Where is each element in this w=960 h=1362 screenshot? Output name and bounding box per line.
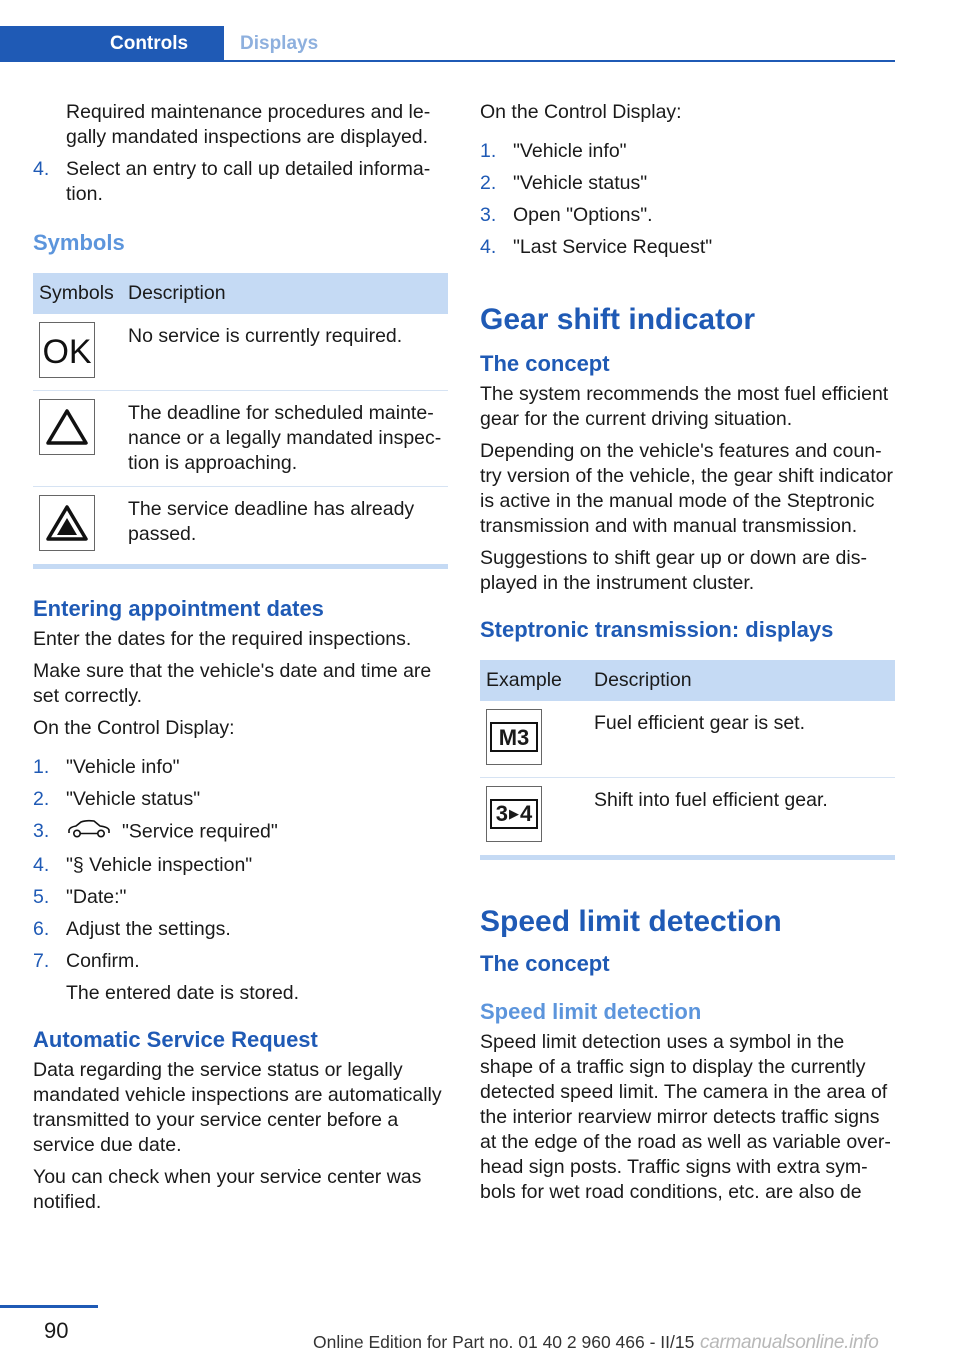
row-description: No service is currently required.	[122, 314, 448, 390]
list-item	[480, 171, 895, 196]
row-description: The deadline for scheduled maintenance or a legally mandated inspection is approaching.	[122, 390, 448, 486]
row-description: Shift into fuel efficient gear.	[594, 788, 828, 811]
appointment-steps	[33, 755, 448, 1006]
step-text: "Vehicle status"	[66, 788, 201, 810]
step-text: "Vehicle info"	[513, 140, 627, 162]
appointment-text-3: On the Control Display:	[33, 717, 235, 739]
row-description: The service deadline has already passed.	[128, 497, 415, 545]
step-text: "§ Vehicle inspection"	[66, 854, 253, 876]
intro-steps	[33, 157, 448, 207]
left-column	[33, 100, 448, 1222]
list-item	[33, 755, 448, 780]
concept-heading: The concept	[480, 351, 610, 376]
asr-text-2: You can check when your service center was notified.	[33, 1166, 422, 1213]
list-item	[480, 235, 895, 260]
speed-concept-heading: The concept	[480, 951, 610, 976]
step-number: 3.	[480, 204, 497, 226]
service-request-steps	[480, 139, 895, 260]
step-number: 4.	[33, 854, 50, 876]
step-text: "Service required"	[122, 820, 278, 843]
gear-shift-box	[490, 799, 538, 829]
car-icon	[66, 819, 112, 846]
header-rule	[0, 60, 895, 62]
description-col-header: Description	[122, 273, 448, 314]
gear-text-2: Depending on the vehicle's features and country version of the vehicle, the gear shift indicator is active in the manual mode of the Steptronic transmission and with manual transmission.	[480, 440, 893, 537]
asr-heading: Automatic Service Request	[33, 1027, 318, 1052]
list-item	[33, 157, 448, 207]
page-footer	[0, 1302, 960, 1362]
step-text: Open "Options".	[513, 204, 653, 226]
steptronic-heading: Steptronic transmission: displays	[480, 617, 834, 642]
step-number: 2.	[480, 172, 497, 194]
speed-subheading: Speed limit detection	[480, 999, 702, 1024]
tab-displays[interactable]: Displays	[240, 33, 319, 54]
step-text: Adjust the settings.	[66, 918, 231, 940]
list-item	[33, 819, 448, 846]
step-number: 7.	[33, 950, 50, 972]
gear-from: 3	[495, 801, 508, 826]
chevron-right-icon: ▶	[509, 806, 519, 821]
list-item	[480, 203, 895, 228]
gear-upshift-icon	[486, 786, 542, 842]
list-item	[33, 949, 448, 1006]
table-row	[480, 701, 895, 777]
table-row	[480, 777, 895, 855]
step-number: 3.	[33, 820, 50, 842]
symbols-heading: Symbols	[33, 230, 125, 255]
example-col-header: Example	[480, 660, 588, 701]
table-footer-bar	[480, 855, 895, 860]
right-column	[480, 100, 895, 1212]
asr-text-1: Data regarding the service status or legally mandated vehicle inspections are automatically transmitted to your service center before a service due date.	[33, 1059, 442, 1156]
ok-icon	[39, 322, 95, 378]
edition-text: Online Edition for Part no. 01 40 2 960 466 - II/15	[313, 1332, 695, 1352]
control-display-text: On the Control Display:	[480, 101, 682, 123]
step-number: 1.	[480, 140, 497, 162]
gear-m3-icon	[486, 709, 542, 765]
gear-label: M3	[490, 722, 538, 752]
list-item	[480, 139, 895, 164]
step-text: Confirm.	[66, 950, 140, 972]
step-text: Select an entry to call up detailed information.	[66, 158, 431, 205]
row-description: Fuel efficient gear is set.	[588, 701, 895, 777]
speed-text-1: Speed limit detection uses a symbol in the shape of a traffic sign to display the currently detected speed limit. The camera in the area of the interior rearview mirror detects traffic signs at the edge of the road as well as variable overhead sign posts. Traffic signs with extra symbols for wet road conditions, etc. are also de	[480, 1031, 891, 1203]
page-header	[0, 0, 960, 62]
gear-to: 4	[520, 801, 533, 826]
description-col-header: Description	[588, 660, 895, 701]
table-footer-bar	[33, 564, 448, 569]
list-item	[33, 787, 448, 812]
table-row	[33, 314, 448, 390]
tab-controls[interactable]: Controls	[0, 26, 224, 61]
step-subtext: The entered date is stored.	[66, 982, 300, 1004]
step-text: "Date:"	[66, 886, 127, 908]
gear-shift-heading: Gear shift indicator	[480, 303, 756, 336]
appointment-heading: Entering appointment dates	[33, 596, 324, 621]
step-number: 4.	[480, 236, 497, 258]
list-item	[33, 917, 448, 942]
speed-limit-heading: Speed limit detection	[480, 905, 782, 938]
warning-triangle-filled-icon	[39, 495, 95, 551]
svg-text:OK: OK	[42, 333, 92, 367]
step-text: "Vehicle status"	[513, 172, 648, 194]
gear-text-1: The system recommends the most fuel efficient gear for the current driving situation.	[480, 383, 889, 430]
warning-triangle-outline-icon	[39, 399, 95, 455]
step-number: 6.	[33, 918, 50, 940]
page-number: 90	[44, 1318, 69, 1343]
step-number: 2.	[33, 788, 50, 810]
footer-rule	[0, 1305, 98, 1308]
step-number: 1.	[33, 756, 50, 778]
gear-display-table	[480, 660, 895, 860]
list-item	[33, 853, 448, 878]
gear-text-3: Suggestions to shift gear up or down are displayed in the instrument cluster.	[480, 547, 867, 594]
step-text: "Last Service Request"	[513, 236, 713, 258]
appointment-text-1: Enter the dates for the required inspections.	[33, 628, 412, 650]
table-row	[33, 486, 448, 564]
step-number: 4.	[33, 158, 50, 180]
list-item	[33, 885, 448, 910]
watermark: carmanualsonline.info	[700, 1332, 879, 1353]
step-number: 5.	[33, 886, 50, 908]
table-row	[33, 390, 448, 486]
appointment-text-2: Make sure that the vehicle's date and time are set correctly.	[33, 660, 432, 707]
step-text: "Vehicle info"	[66, 756, 180, 778]
intro-text: Required maintenance procedures and legally mandated inspections are displayed.	[66, 101, 431, 148]
symbols-table	[33, 273, 448, 569]
symbols-col-header: Symbols	[33, 273, 122, 314]
